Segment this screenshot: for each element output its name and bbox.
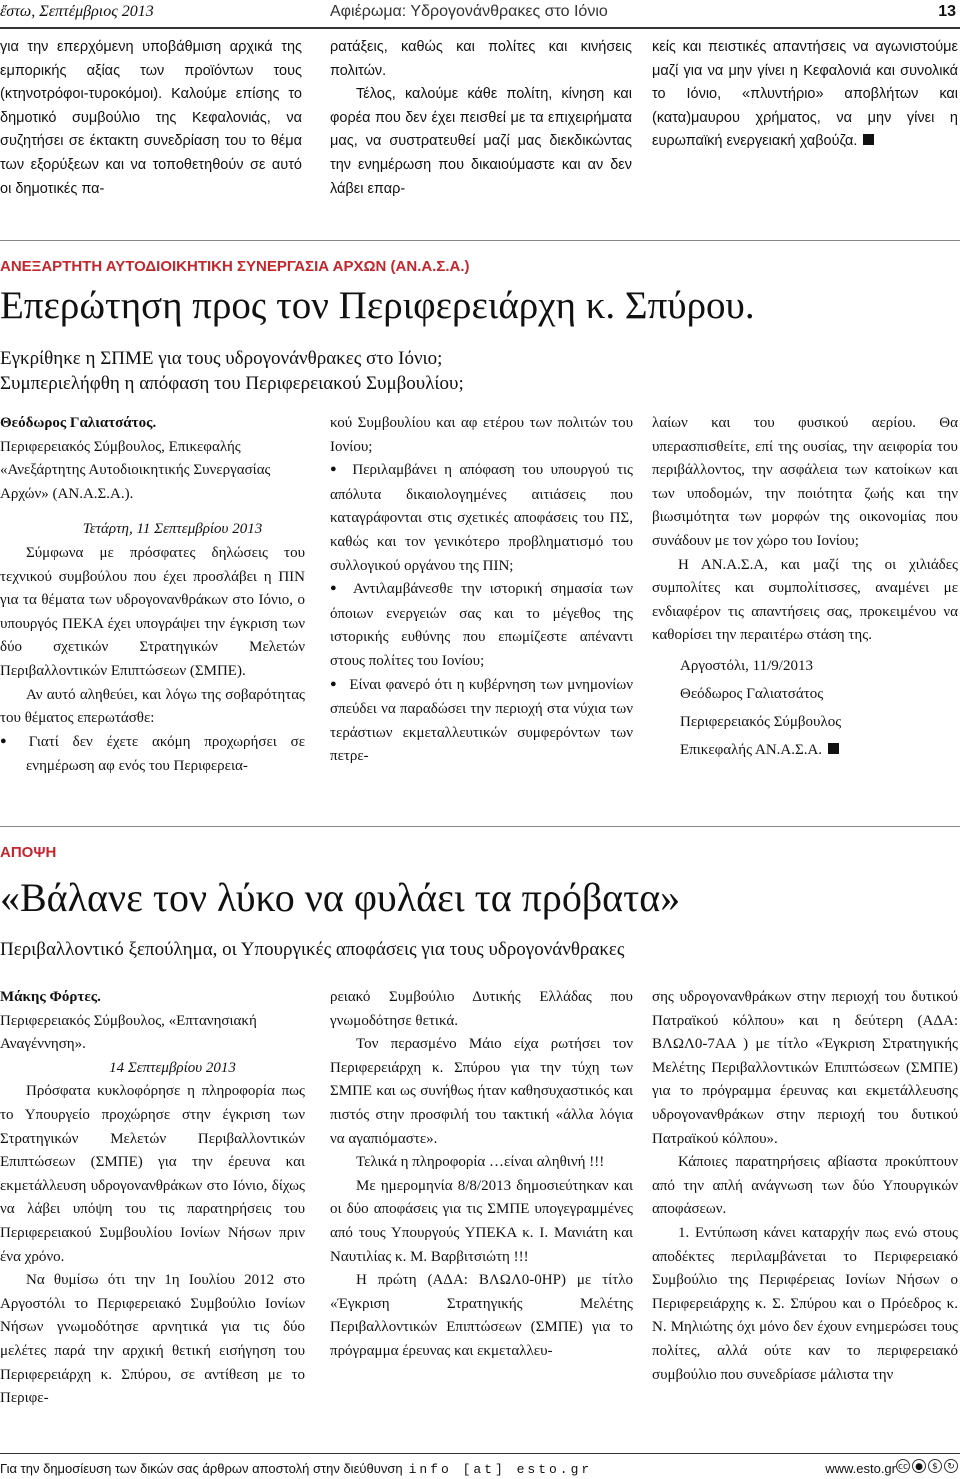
paragraph: για την επερχόμενη υποβάθμιση αρχικά της εμπορικής αξίας των προϊόντων τους (κτηνοτρόφοι-τυροκόμοι). Καλούμε επίσης το δημοτικό συμβούλιο της Κεφαλονιάς, να συζητήσει σε έκτακτη συνεδρίαση του το θέμα των εξορύξεων και να τοποθετηθούν σε αυτό οι δημοτικές πα- (0, 39, 302, 197)
author-role: Περιφερειακός Σύμβουλος, Επικεφαλής «Ανεξάρτητης Αυτοδιοικητικής Συνεργασίας Αρχών» (ΑΝ.Α.Σ.Α.). (0, 438, 271, 502)
section-divider (0, 240, 960, 241)
by-icon: ● (912, 1459, 926, 1473)
author-block: Θεόδωρος Γαλιατσάτος. (0, 415, 157, 431)
article1-col-3 (652, 412, 958, 764)
paragraph: Τελικά η πληροφορία …είναι αληθινή !!! (356, 1154, 605, 1171)
bullet-item: ● Αντιλαμβάνεσθε την ιστορική σημασία των όποιων ενεργειών σας και το μέγεθος της ιστορικής ευθύνης που επωμίζεστε απέναντι στους πολίτες του Ιονίου; (330, 578, 633, 673)
article2-subtitle: Περιβαλλοντικό ξεπούλημα, οι Υπουργικές αποφάσεις για τους υδρογονάνθρακες (0, 939, 625, 960)
paragraph: Με ημερομηνία 8/8/2013 δημοσιεύτηκαν και οι δύο αποφάσεις για τις ΣΜΠΕ υπογεγραμμένες από τους Υπουργούς ΥΠΕΚΑ κ. Ι. Μανιάτη και Ναυτιλίας κ. Μ. Βαρβιτσιώτη !!! (330, 1177, 633, 1265)
article2-title: «Βάλανε τον λύκο να φυλάει τα πρόβατα» (0, 875, 681, 920)
top-col-2 (330, 36, 632, 201)
license-icons (896, 1459, 958, 1473)
paragraph: Αν αυτό αληθεύει, και λόγω της σοβαρότητας του θέματος επερωτάσθε: (0, 686, 305, 727)
paragraph: Πρόσφατα κυκλοφόρησε η πληροφορία πως το Υπουργείο προχώρησε στην έγκριση των Στρατηγικών Μελετών Περιβαλλοντικών Επιπτώσεων (ΣΜΠΕ) για την έρευνα και εκμετάλλευση υδρογονανθράκων στο Ιόνιο, δίχως να λάβει υπόψη του τις παρατηρήσεις του Περιφερειακού Συμβουλίου Ιονίων Νήσων πριν ένα χρόνο. (0, 1083, 305, 1265)
bullet-item: ● Περιλαμβάνει η απόφαση του υπουργού τις απόλυτα δικαιολογημένες αιτιάσεις που καταγράφονται στις σχετικές αποφάσεις του ΠΣ, καθώς και τον γενικότερο προβληματισμό του συλλογικού οργάνου της ΠΙΝ; (330, 459, 633, 578)
paragraph: 1. Εντύπωση κάνει καταρχήν πως ενώ στους αποδέκτες περιλαμβάνεται το Περιφερειακό Συμβούλιο της Περιφέρειας Ιονίων Νήσων ο Περιφερειάρχης κ. Σ. Σπύρου και ο Πρόεδρος κ. Ν. Μηλιώτης όχι μόνο δεν έχουν ενημερώσει τους πολίτες, αλλά ούτε καν το περιφερειακό συμβούλιο που συνεδρίασε μάλιστα την (652, 1224, 958, 1383)
top-col-3 (652, 36, 958, 154)
signature-block: Αργοστόλι, 11/9/2013 Θεόδωρος Γαλιατσάτος Περιφερειακός Σύμβουλος Επικεφαλής ΑΝ.Α.Σ.Α. (680, 657, 842, 758)
footer-note: Για την δημοσίευση των δικών σας άρθρων αποστολή στην διεύθυνση info [at] esto.gr (0, 1461, 593, 1477)
page-footer (0, 1453, 960, 1479)
site-url[interactable]: www.esto.gr (825, 1461, 896, 1476)
author-name: Θεόδωρος Γαλιατσάτος (0, 415, 153, 431)
paragraph: Τον περασμένο Μάιο είχα ρωτήσει τον Περιφερειάρχη κ. Σπύρου για την τύχη των ΣΜΠΕ και ως συνήθως ήταν καθησυχαστικός και πιστός στην προσφιλή του τακτική «άλλα λόγια να αγαπιόμαστε». (330, 1036, 633, 1147)
contact-email[interactable]: info [at] esto.gr (408, 1462, 593, 1477)
section-title: Αφιέρωμα: Υδρογονάνθρακες στο Ιόνιο (330, 3, 608, 20)
paragraph: Τέλος, καλούμε κάθε πολίτη, κίνηση και φορέα που δεν έχει πεισθεί με τα επιχειρήματα μας, να συστρατευθεί μαζί μας διεκδικώντας την ενημέρωση που δικαιούμαστε και αν δεν λάβει επαρ- (330, 86, 632, 197)
article1-col-1 (0, 412, 305, 779)
paragraph: κού Συμβουλίου και αφ ετέρου των πολιτών του Ιονίου; (330, 415, 633, 455)
article2-col-2 (330, 986, 633, 1364)
paragraph: Κάποιες παρατηρήσεις αβίαστα προκύπτουν από την απλή ανάγνωση των δύο Υπουργικών αποφάσεων. (652, 1154, 958, 1218)
dateline: 14 Σεπτεμβρίου 2013 (109, 1059, 236, 1076)
bullet-item: ● Είναι φανερό ότι η κυβέρνηση των μνημονίων σπεύδει να παραδώσει την περιοχή στα νύχια των τεράστιων εκμεταλλευτικών συμφερόντων των πετρε- (330, 674, 633, 769)
paragraph: Σύμφωνα με πρόσφατες δηλώσεις του τεχνικού συμβούλου που έχει προσλάβει η ΠΙΝ για τα θέματα των υδρογονανθράκων στο Ιόνιο, ο υπουργός ΠΕΚΑ έχει υπογράψει την έγκριση των δύο σχετικών Στρατηγικών Μελετών Περιβαλλοντικών Επιπτώσεων (ΣΜΠΕ). (0, 544, 305, 679)
dateline: Τετάρτη, 11 Σεπτεμβρίου 2013 (82, 521, 263, 538)
article1-kicker: ΑΝΕΞΑΡΤΗΤΗ ΑΥΤΟΔΙΟΙΚΗΤΙΚΗ ΣΥΝΕΡΓΑΣΙΑ ΑΡΧΩΝ (ΑΝ.Α.Σ.Α.) (0, 258, 470, 275)
article1-subtitle: Εγκρίθηκε η ΣΠΜΕ για τους υδρογονάνθρακες στο Ιόνιο; Συμπεριελήφθη η απόφαση του Περιφερειακού Συμβουλίου; (0, 348, 464, 394)
article2-kicker: ΑΠΟΨΗ (0, 844, 57, 861)
paragraph: κείς και πειστικές απαντήσεις να αγωνιστούμε μαζί για να μην γίνει η Κεφαλονιά και συνολικά το Ιόνιο, «πλυντήριο» αποβλήτων και (κατα)μαυρου χρήματος, να μην γίνει η ευρωπαϊκή ενεργειακή χαβούζα. (652, 39, 958, 150)
author-role: Περιφερειακός Σύμβουλος, «Επτανησιακή Αναγέννηση». (0, 1012, 257, 1053)
paragraph: σης υδρογονανθράκων στην περιοχή του δυτικού Πατραϊκού κόλπου» και η δεύτερη (ΑΔΑ: ΒΛΩΛ0-7ΑΑ ) με τίτλο «Έγκριση Στρατηγικής Μελέτης Περιβαλλοντικών Επιπτώσεων (ΣΜΠΕ) για το πρόγραμμα έρευνας και εκμετάλλευσης υδρογονανθράκων στην περιοχή του δυτικού Πατραϊκού κόλπου». (652, 989, 958, 1147)
footer-rule (0, 1453, 960, 1454)
paragraph: Η ΑΝ.Α.Σ.Α, και μαζί της οι χιλιάδες συμπολίτες και συμπολίτισσες, αναμένει με ενδιαφέρον τις απαντήσεις σας, προκειμένου να καθορίσει την περαιτέρω στάση της. (652, 556, 958, 644)
section-divider (0, 826, 960, 827)
article2-col-3 (652, 986, 958, 1387)
author-name: Μάκης Φόρτες (0, 989, 98, 1005)
author-block: Μάκης Φόρτες. (0, 989, 101, 1005)
page-number: 13 (938, 3, 956, 20)
paragraph: Να θυμίσω ότι την 1η Ιουλίου 2012 στο Αργοστόλι το Περιφερειακό Συμβούλιο Ιονίων Νήσων γνωμοδότησε αρνητικά για τις δύο μελέτες παρά την αρχική θετική εισήγηση του Περιφερειάρχη κ. Σπύρου, σε αντίθεση με το Περιφε- (0, 1272, 305, 1407)
end-mark-icon (828, 743, 839, 754)
header-rule (0, 27, 960, 29)
sa-icon: ↻ (944, 1459, 958, 1473)
paragraph: Η πρώτη (ΑΔΑ: ΒΛΩΛ0-0ΗΡ) με τίτλο «Έγκριση Στρατηγικής Μελέτης Περιβαλλοντικών Επιπτώσεων (ΣΜΠΕ) για το πρόγραμμα έρευνας και εκμεταλλευ- (330, 1272, 633, 1359)
article2-col-1 (0, 986, 305, 1411)
bullet-item: ● Γιατί δεν έχετε ακόμη προχωρήσει σε ενημέρωση αφ ενός του Περιφερεια- (0, 731, 305, 779)
paragraph: ρειακό Συμβούλιο Δυτικής Ελλάδας που γνωμοδότησε θετικά. (330, 989, 633, 1029)
end-mark-icon (863, 134, 874, 145)
article1-title: Επερώτηση προς τον Περιφερειάρχη κ. Σπύρου. (0, 284, 755, 327)
paragraph: ρατάξεις, καθώς και πολίτες και κινήσεις πολιτών. (330, 39, 632, 79)
cc-icon: cc (896, 1459, 910, 1473)
issue-date: ἔστω, Σεπτέμβριος 2013 (0, 3, 154, 20)
article1-col-2 (330, 412, 633, 769)
top-col-1 (0, 36, 302, 201)
page-header (0, 0, 960, 28)
nc-icon: $ (928, 1459, 942, 1473)
paragraph: λαίων και του φυσικού αερίου. Θα υπερασπισθείτε, επί της ουσίας, την αειφορία του περιβάλλοντος, την ασφάλεια των κατοίκων και των υποδομών, την ποιότητα ζωής και την βιωσιμότητα των μορφών της οικονομίας που συνάδουν με τον χώρο του Ιονίου; (652, 415, 958, 549)
